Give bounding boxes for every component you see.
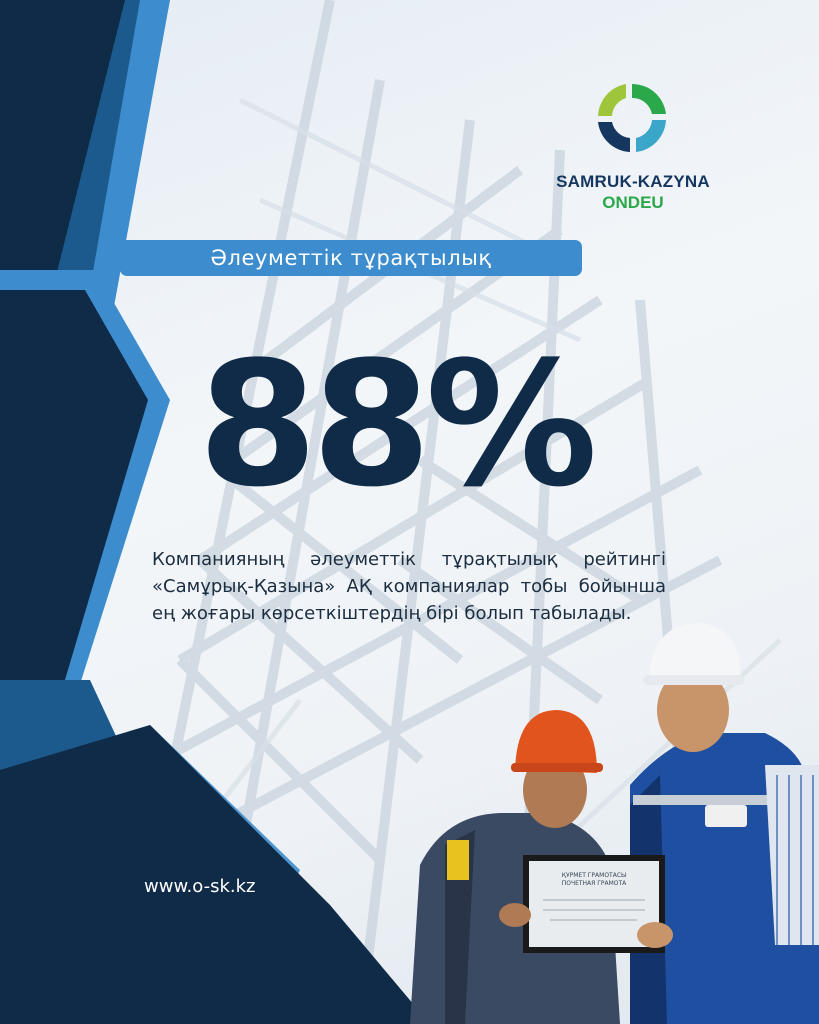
category-label: Әлеуметтік тұрақтылық [120,240,582,276]
headline-percentage: 88% [198,324,592,525]
website-link[interactable]: www.o-sk.kz [144,876,256,897]
samruk-kazyna-ondeu-logo [548,80,718,220]
logo-sub-brand-text: ONDEU [602,193,664,212]
certificate-title-kz: ҚҰРМЕТ ГРАМОТАСЫ [561,872,627,879]
description-text: Компанияның әлеуметтік тұрақтылық рейтингі «Самұрық-Қазына» АҚ компаниялар тобы бойынша ең жоғары көрсеткіштердің бірі болып табылады. [152,549,666,624]
samruk-kazyna-ring-logo-icon [594,80,670,156]
logo-brand-text: SAMRUK-KAZYNA [556,172,710,191]
certificate-title-ru: ПОЧЕТНАЯ ГРАМОТА [561,880,627,887]
workers-with-certificate-photo [405,615,819,1024]
